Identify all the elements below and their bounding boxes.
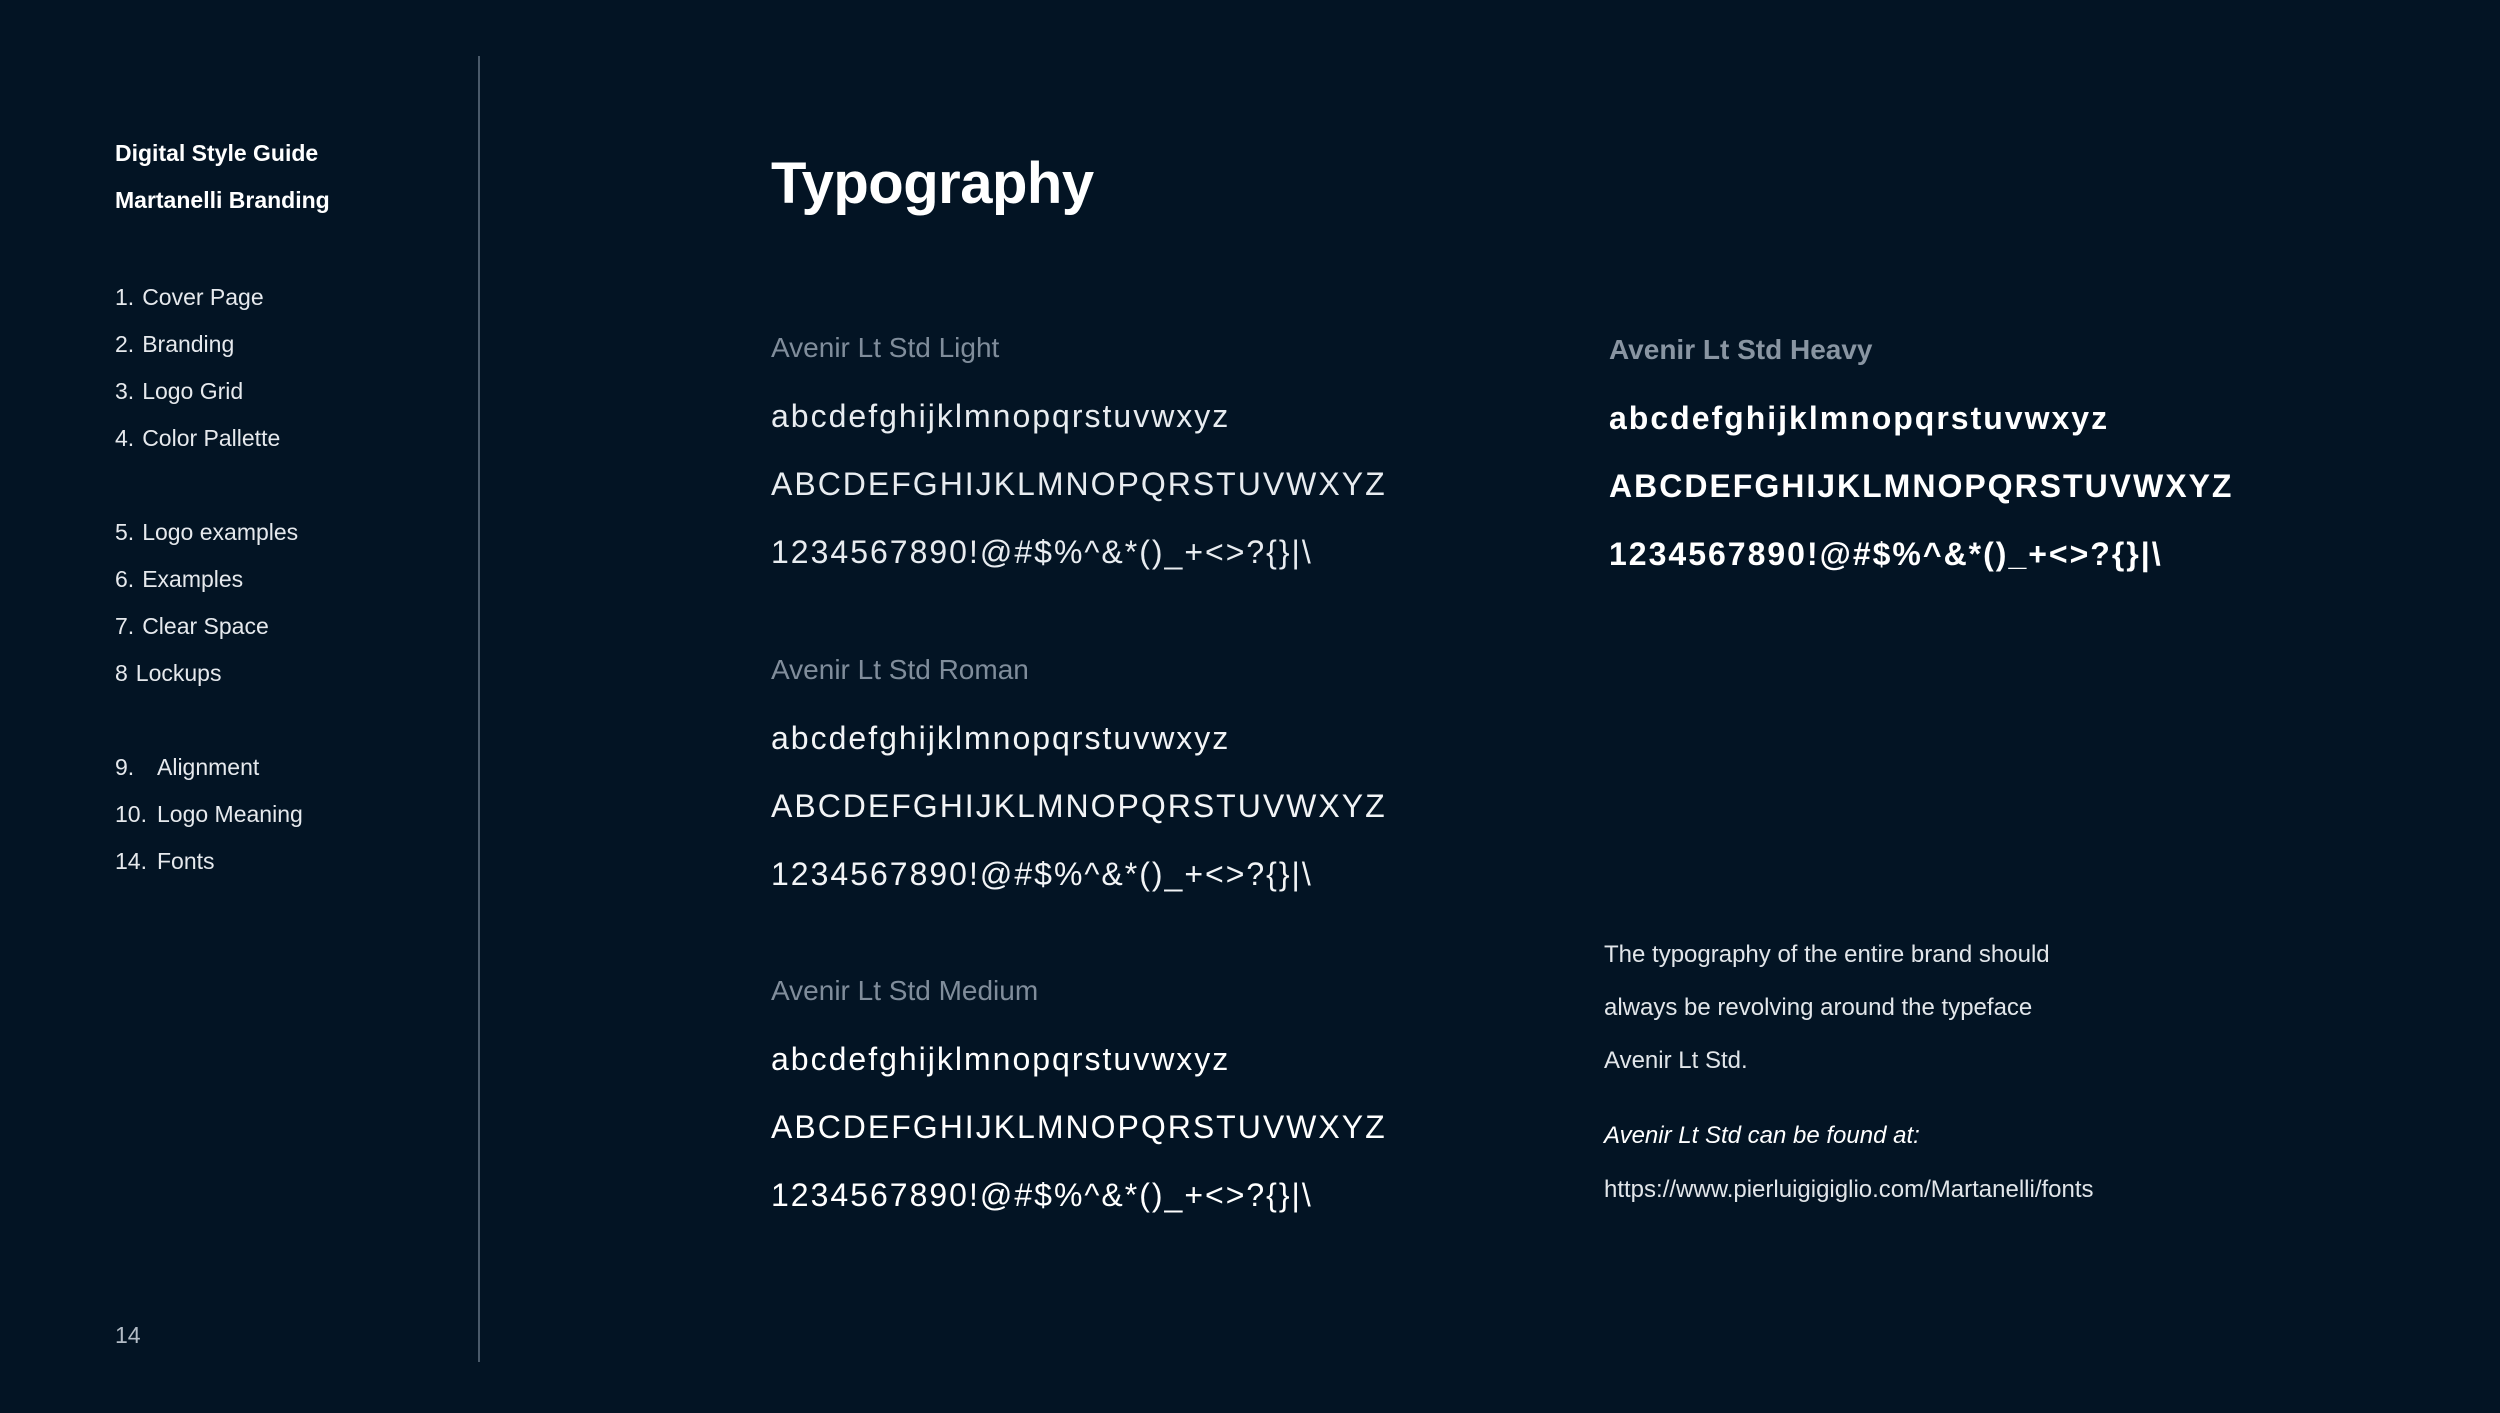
nav-item-logo-grid[interactable]	[115, 368, 455, 415]
document-subtitle: Martanelli Branding	[115, 187, 330, 213]
nav-item-logo-meaning[interactable]	[115, 791, 455, 838]
nav-item-alignment[interactable]	[115, 744, 455, 791]
page-number: 14	[115, 1322, 141, 1348]
nav-item-label: Alignment	[157, 754, 260, 780]
nav-group-3	[115, 744, 455, 885]
nav-item-number: 3.	[115, 378, 135, 404]
uppercase-sample: ABCDEFGHIJKLMNOPQRSTUVWXYZ	[771, 1109, 1387, 1145]
font-specimen-light	[771, 330, 1387, 572]
font-source-link[interactable]: https://www.pierluigigiglio.com/Martanelli/fonts	[1604, 1176, 2094, 1203]
lowercase-sample: abcdefghijklmnopqrstuvwxyz	[771, 398, 1231, 434]
nav-item-number: 5.	[115, 519, 135, 545]
nav-item-number: 1.	[115, 284, 135, 310]
digits-symbols-sample: 1234567890!@#$%^&*()_+<>?{}|\	[771, 1177, 1313, 1213]
nav-item-number: 14.	[115, 848, 147, 874]
nav-item-branding[interactable]	[115, 321, 455, 368]
nav-item-number: 4.	[115, 425, 135, 451]
document-title: Digital Style Guide	[115, 140, 319, 166]
typography-description	[1604, 928, 2164, 1208]
font-specimen-heavy	[1609, 332, 2233, 574]
nav-item-logo-examples[interactable]	[115, 509, 455, 556]
nav-item-clear-space[interactable]	[115, 603, 455, 650]
nav-item-label: Logo examples	[142, 519, 299, 545]
nav-item-cover-page[interactable]	[115, 274, 455, 321]
nav-item-examples[interactable]	[115, 556, 455, 603]
nav-item-label: Logo Grid	[142, 378, 244, 404]
nav-item-label: Logo Meaning	[157, 801, 303, 827]
lowercase-sample: abcdefghijklmnopqrstuvwxyz	[771, 720, 1231, 756]
lowercase-sample: abcdefghijklmnopqrstuvwxyz	[771, 1041, 1231, 1077]
nav-item-label: Clear Space	[142, 613, 269, 639]
digits-symbols-sample: 1234567890!@#$%^&*()_+<>?{}|\	[1609, 536, 2163, 572]
description-line: Avenir Lt Std.	[1604, 1047, 1748, 1074]
font-name: Avenir Lt Std Roman	[771, 654, 1029, 685]
lowercase-sample: abcdefghijklmnopqrstuvwxyz	[1609, 400, 2110, 436]
nav-item-number: 2.	[115, 331, 135, 357]
description-line: The typography of the entire brand should	[1604, 941, 2050, 968]
digits-symbols-sample: 1234567890!@#$%^&*()_+<>?{}|\	[771, 534, 1313, 570]
font-name: Avenir Lt Std Heavy	[1609, 334, 1873, 365]
nav-item-fonts[interactable]	[115, 838, 455, 885]
uppercase-sample: ABCDEFGHIJKLMNOPQRSTUVWXYZ	[771, 466, 1387, 502]
uppercase-sample: ABCDEFGHIJKLMNOPQRSTUVWXYZ	[771, 788, 1387, 824]
description-line: always be revolving around the typeface	[1604, 994, 2033, 1021]
nav-item-label: Color Pallette	[142, 425, 281, 451]
font-specimen-roman	[771, 652, 1387, 894]
nav-item-number: 7.	[115, 613, 135, 639]
digits-symbols-sample: 1234567890!@#$%^&*()_+<>?{}|\	[771, 856, 1313, 892]
nav-item-lockups[interactable]	[115, 650, 455, 697]
nav-item-number: 10.	[115, 801, 147, 827]
nav-item-label: Branding	[142, 331, 235, 357]
sidebar	[115, 130, 455, 885]
nav-item-number: 9.	[115, 754, 135, 780]
nav-item-label: Examples	[142, 566, 244, 592]
uppercase-sample: ABCDEFGHIJKLMNOPQRSTUVWXYZ	[1609, 468, 2234, 504]
nav-item-label: Cover Page	[142, 284, 264, 310]
font-source-note: Avenir Lt Std can be found at:	[1604, 1122, 1920, 1149]
font-name: Avenir Lt Std Medium	[771, 975, 1039, 1006]
nav-item-label: Fonts	[157, 848, 215, 874]
vertical-divider	[478, 56, 480, 1362]
font-specimen-medium	[771, 973, 1387, 1215]
nav-item-number: 6.	[115, 566, 135, 592]
nav-item-number: 8	[115, 660, 128, 686]
nav-group-2	[115, 509, 455, 697]
nav-item-color-pallette[interactable]	[115, 415, 455, 462]
nav-item-label: Lockups	[135, 660, 222, 686]
nav-group-1	[115, 274, 455, 462]
font-name: Avenir Lt Std Light	[771, 332, 1000, 363]
page-title: Typography	[771, 151, 1094, 216]
